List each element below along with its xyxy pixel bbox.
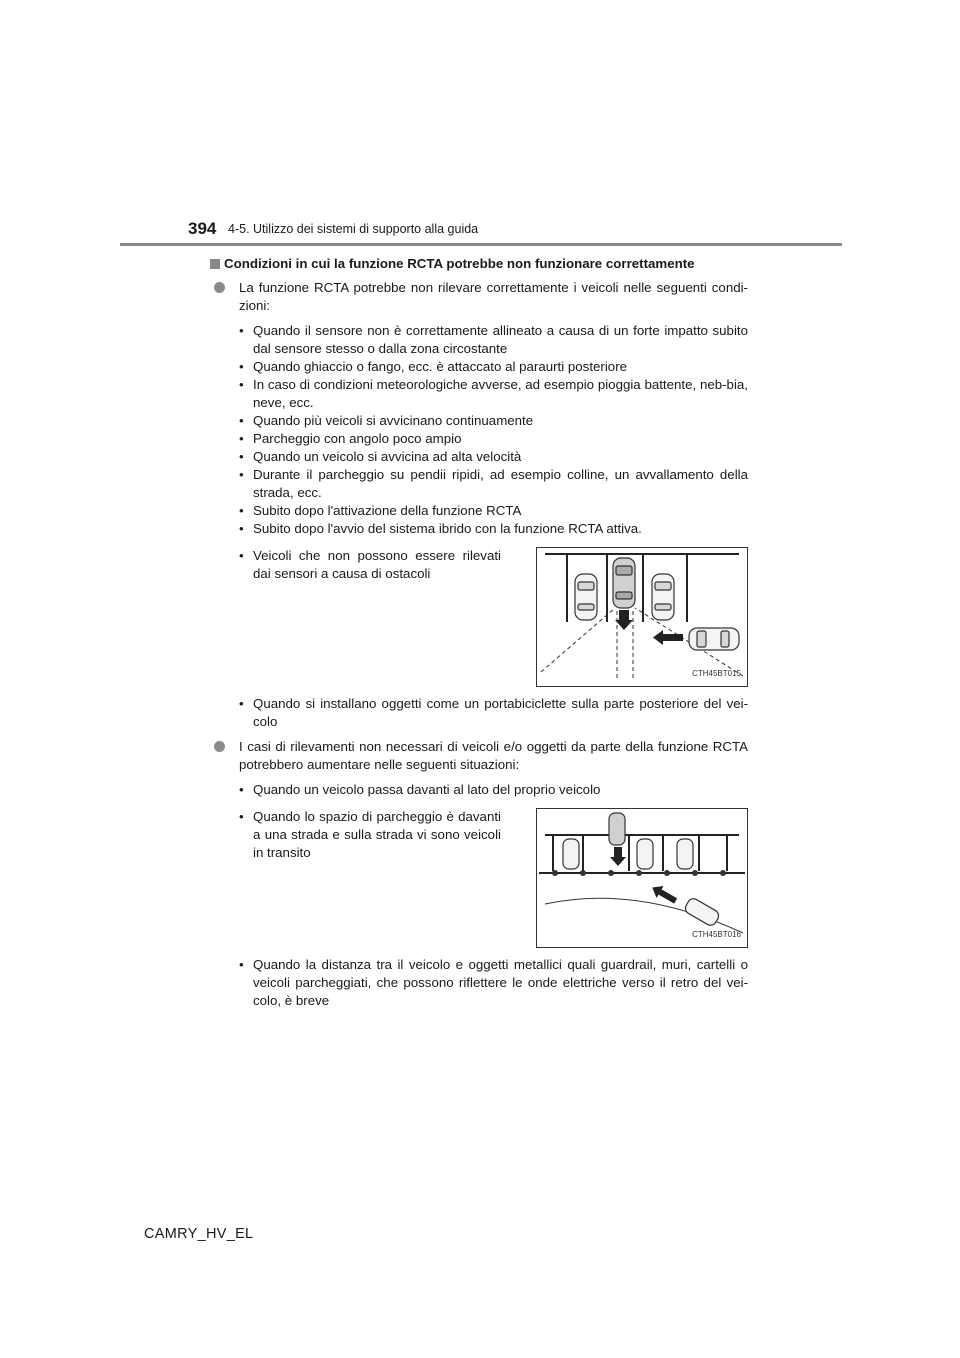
list-item: • Subito dopo l'attivazione della funzione RCTA [239, 503, 522, 518]
list-item: • Subito dopo l'avvio del sistema ibrido con la funzione RCTA attiva. [239, 521, 642, 536]
group-1-intro: La funzione RCTA potrebbe non rilevare correttamente i veicoli nelle seguenti condi-zioni: [239, 280, 748, 313]
section-heading [210, 255, 748, 273]
group-2-intro: I casi di rilevamenti non necessari di veicoli e/o oggetti da parte della funzione RCTA potrebbero aumentare nelle seguenti situazioni: [239, 739, 748, 772]
figure-row-2 [239, 808, 748, 948]
list-item: • Quando ghiaccio o fango, ecc. è attaccato al paraurti posteriore [239, 359, 628, 374]
square-bullet-icon [210, 259, 220, 269]
condition-group-1 [210, 279, 748, 315]
figure-row-1 [239, 547, 748, 687]
group-2-after-list [239, 956, 748, 1010]
list-item: • Quando lo spazio di parcheggio è davanti a una strada e sulla strada vi sono veicoli in transito [239, 809, 501, 860]
section-title: 4-5. Utilizzo dei sistemi di supporto alla guida [228, 222, 479, 236]
circle-bullet-icon [214, 282, 225, 293]
model-code: CAMRY_HV_EL [144, 1226, 254, 1242]
figure-road-parking [536, 808, 748, 948]
figure-code: CTH45BT015 [692, 669, 741, 678]
condition-group-2 [210, 738, 748, 774]
group-1-after-list [239, 695, 748, 731]
list-item: • Quando più veicoli si avvicinano continuamente [239, 413, 534, 428]
figure-1-caption-list [239, 547, 501, 687]
group-1-list [239, 322, 748, 538]
main-content [210, 255, 748, 1017]
list-item: • Quando il sensore non è correttamente allineato a causa di un forte impatto subito dal sensore stesso o dalla zona circostante [239, 323, 748, 356]
figure-obstacle-parking [536, 547, 748, 687]
list-item: • Quando si installano oggetti come un portabiciclette sulla parte posteriore del vei-colo [239, 696, 748, 729]
list-item: • Durante il parcheggio su pendii ripidi, ad esempio colline, un avvallamento della strada, ecc. [239, 467, 748, 500]
circle-bullet-icon [214, 741, 225, 752]
list-item: • Quando un veicolo passa davanti al lato del proprio veicolo [239, 782, 601, 797]
group-2-list [239, 781, 748, 799]
heading-text: Condizioni in cui la funzione RCTA potrebbe non funzionare correttamente [224, 256, 695, 271]
list-item: • Quando un veicolo si avvicina ad alta velocità [239, 449, 522, 464]
list-item: • Parcheggio con angolo poco ampio [239, 431, 462, 446]
header-rule [120, 243, 842, 246]
figure-2-caption-list [239, 808, 501, 948]
list-item: • Quando la distanza tra il veicolo e oggetti metallici quali guardrail, muri, cartelli o veicoli parcheggiati, che possono riflettere le onde elettriche verso il retro del vei-colo, è breve [239, 957, 748, 1008]
list-item: • In caso di condizioni meteorologiche avverse, ad esempio pioggia battente, neb-bia, neve, ecc. [239, 377, 748, 410]
list-item: • Veicoli che non possono essere rilevati dai sensori a causa di ostacoli [239, 548, 501, 581]
figure-code: CTH45BT016 [692, 930, 741, 939]
page-number: 394 [188, 219, 217, 238]
